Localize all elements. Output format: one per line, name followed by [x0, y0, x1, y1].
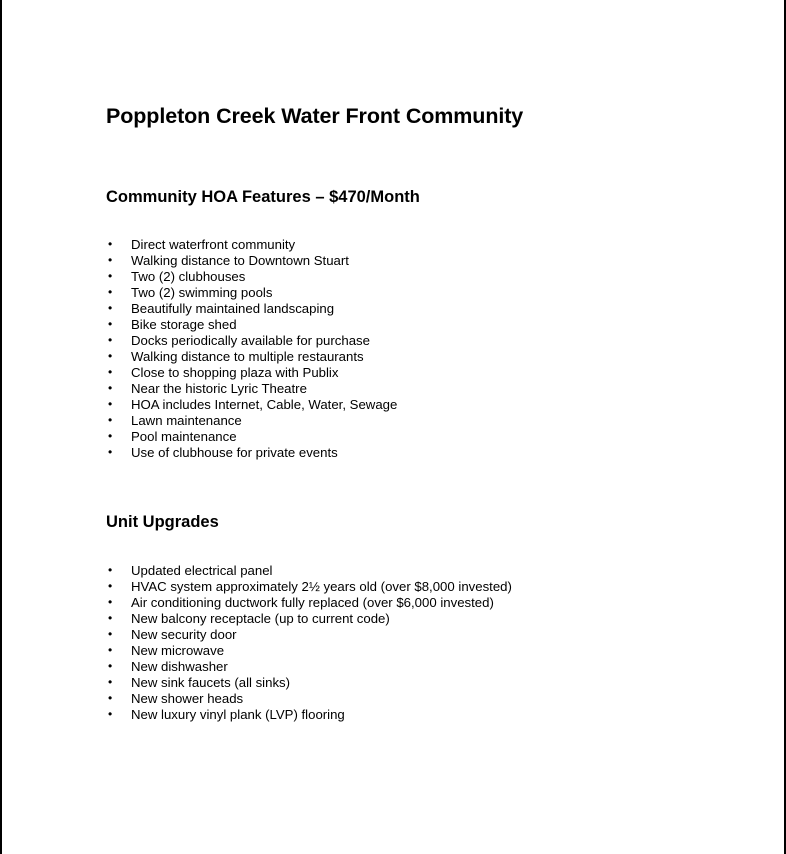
- section-heading-unit-upgrades: Unit Upgrades: [106, 512, 219, 531]
- page-title: Poppleton Creek Water Front Community: [106, 104, 524, 128]
- list-item: • Docks periodically available for purchase: [106, 333, 746, 349]
- list-item: • Close to shopping plaza with Publix: [106, 365, 746, 381]
- page-border-left: [0, 0, 2, 854]
- list-item: • Bike storage shed: [106, 317, 746, 333]
- list-item: • Direct waterfront community: [106, 237, 746, 253]
- list-item: • New sink faucets (all sinks): [106, 675, 746, 691]
- document-content: [106, 0, 746, 723]
- list-item: • Air conditioning ductwork fully replaced (over $6,000 invested): [106, 595, 746, 611]
- list-item: • Use of clubhouse for private events: [106, 445, 746, 461]
- list-item: • HOA includes Internet, Cable, Water, Sewage: [106, 397, 746, 413]
- section-heading-hoa-features: Community HOA Features – $470/Month: [106, 187, 420, 206]
- list-item: • New shower heads: [106, 691, 746, 707]
- list-item: • Two (2) clubhouses: [106, 269, 746, 285]
- list-item: • New security door: [106, 627, 746, 643]
- unit-upgrades-list: [106, 532, 746, 723]
- list-item: • Lawn maintenance: [106, 413, 746, 429]
- list-item: • New balcony receptacle (up to current code): [106, 611, 746, 627]
- list-item: • Walking distance to Downtown Stuart: [106, 253, 746, 269]
- list-item: • New dishwasher: [106, 659, 746, 675]
- list-item: • HVAC system approximately 2½ years old (over $8,000 invested): [106, 579, 746, 595]
- list-item: • Two (2) swimming pools: [106, 285, 746, 301]
- list-item: • Walking distance to multiple restaurants: [106, 349, 746, 365]
- list-item: • Beautifully maintained landscaping: [106, 301, 746, 317]
- list-item: • New microwave: [106, 643, 746, 659]
- list-item: • Near the historic Lyric Theatre: [106, 381, 746, 397]
- list-item: • New luxury vinyl plank (LVP) flooring: [106, 707, 746, 723]
- hoa-features-list: [106, 208, 746, 461]
- list-item: • Pool maintenance: [106, 429, 746, 445]
- list-item: • Updated electrical panel: [106, 563, 746, 579]
